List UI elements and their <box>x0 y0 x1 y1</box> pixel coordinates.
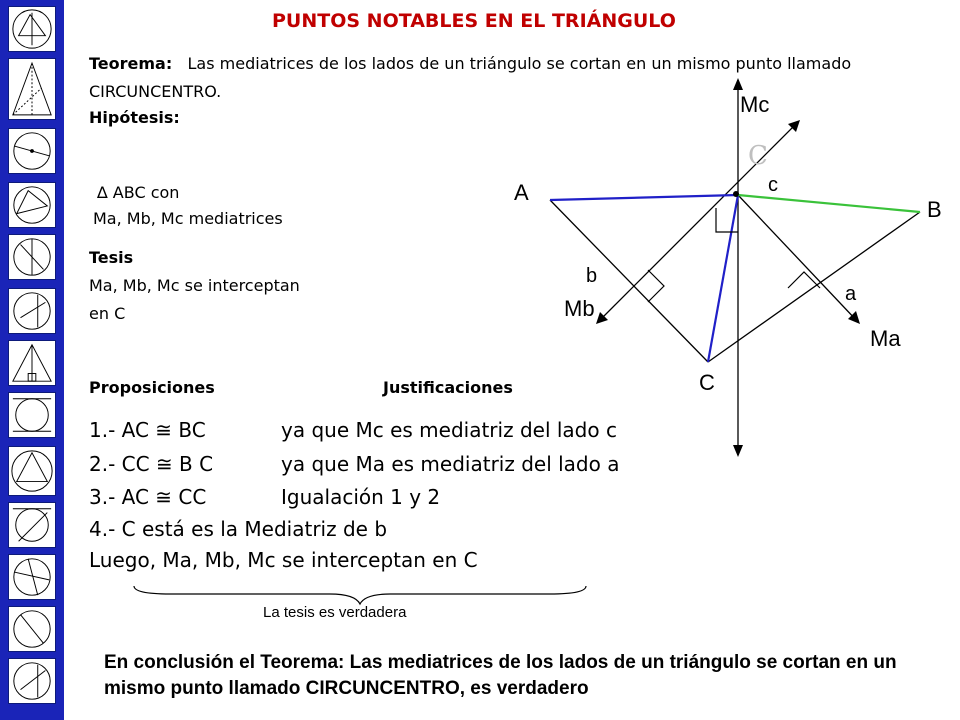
thumbnail-circle-icon[interactable] <box>8 128 56 174</box>
thumbnail-centroid-icon[interactable] <box>8 658 56 704</box>
curly-brace-icon <box>130 584 590 606</box>
thumbnail-median-icon[interactable] <box>8 606 56 652</box>
justification-3: Igualación 1 y 2 <box>281 485 441 509</box>
page-title: PUNTOS NOTABLES EN EL TRIÁNGULO <box>272 10 676 32</box>
justification-2: ya que Ma es mediatriz del lado a <box>281 452 620 476</box>
thumbnail-incenter-icon[interactable] <box>8 182 56 228</box>
hypothesis-line-2: Ma, Mb, Mc mediatrices <box>93 209 283 228</box>
triangle-symbol: ∆ <box>97 183 108 202</box>
thesis-line-1: Ma, Mb, Mc se interceptan <box>89 276 300 295</box>
conclusion-text: En conclusión el Teorema: Las mediatrices de los lados de un triángulo se cortan en un mismo punto llamado CIRCUNCENTRO, es verdadero <box>104 652 897 699</box>
thumbnail-altitude-icon[interactable] <box>8 288 56 334</box>
proposition-4: 4.- C está es la Mediatriz de b <box>89 517 388 541</box>
segment-cc-blue-line <box>708 195 738 362</box>
label-vertex-a: A <box>514 180 529 205</box>
label-mc: Mc <box>740 92 770 117</box>
brace-caption: La tesis es verdadera <box>263 604 407 621</box>
thumbnail-chord-icon[interactable] <box>8 554 56 600</box>
label-c-side: c <box>768 174 778 196</box>
thesis-line-2: en C <box>89 304 126 323</box>
segment-ac-blue-line <box>550 195 738 200</box>
proposition-2: 2.- CC ≅ B C <box>89 452 214 476</box>
bisector-ma-line <box>738 195 858 322</box>
label-circumcenter-outline: C <box>748 141 768 171</box>
theorem-label: Teorema: <box>89 54 173 73</box>
hypothesis-label: Hipótesis: <box>89 108 180 127</box>
triangle-diagram <box>500 70 960 470</box>
sidebar-navigation <box>0 0 64 720</box>
side-b-line <box>550 200 708 362</box>
proposition-5: Luego, Ma, Mb, Mc se interceptan en C <box>89 548 478 572</box>
thumbnail-circumcenter-icon[interactable] <box>8 6 56 52</box>
hypothesis-line-1-text: ABC con <box>112 183 180 202</box>
thumbnail-tangent-circle-icon[interactable] <box>8 502 56 548</box>
right-angle-mb-icon <box>648 270 664 302</box>
propositions-header: Proposiciones <box>89 378 215 397</box>
segment-cb-green-line <box>738 195 920 212</box>
thumbnail-tangent-icon[interactable] <box>8 392 56 438</box>
label-vertex-c: C <box>699 370 715 395</box>
thumbnail-isosceles-icon[interactable] <box>8 340 56 386</box>
label-mb: Mb <box>564 296 595 321</box>
bisector-mb-line <box>598 122 798 322</box>
proposition-3: 3.- AC ≅ CC <box>89 485 207 509</box>
arrow-mc-top-icon <box>733 78 743 90</box>
label-b-side: b <box>586 265 598 287</box>
theorem-text: Las mediatrices de los lados de un triángulo se cortan en un mismo punto llamado CIRCUNCENTRO. <box>89 54 852 101</box>
circumcenter-point <box>733 191 739 197</box>
thumbnail-orthocenter-icon[interactable] <box>8 446 56 496</box>
thumbnail-triangle-icon[interactable] <box>8 58 56 120</box>
thumbnail-bisector-icon[interactable] <box>8 234 56 280</box>
hypothesis-line-1 <box>97 183 179 202</box>
justifications-header: Justificaciones <box>383 378 513 397</box>
label-ma: Ma <box>870 326 901 351</box>
arrow-mc-bottom-icon <box>733 445 743 457</box>
justification-1: ya que Mc es mediatriz del lado c <box>281 418 617 442</box>
thesis-label: Tesis <box>89 248 134 267</box>
label-a-side: a <box>845 283 857 305</box>
proposition-1: 1.- AC ≅ BC <box>89 418 206 442</box>
label-vertex-b: B <box>927 197 942 222</box>
